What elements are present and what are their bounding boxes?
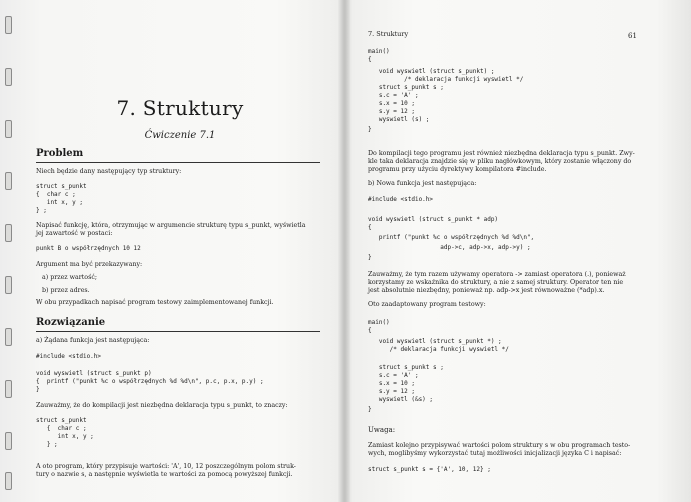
- solution-b: b) Nowa funkcja jest następująca:: [368, 180, 477, 187]
- function-code-line: }: [36, 386, 40, 393]
- problem-rule: [36, 162, 320, 163]
- exercise-title: Ćwiczenie 7.1: [144, 130, 216, 141]
- remark-line: wych, moglibyśmy wykorzystać tutaj możliwości inicjalizacji języka C i napisać:: [368, 450, 622, 457]
- page-number: 61: [628, 32, 637, 40]
- main-code-2-line: struct s_punkt s ;: [368, 364, 444, 371]
- function-b-line: {: [368, 224, 372, 231]
- adapted-intro: Oto zaadaptowany program testowy:: [368, 301, 486, 308]
- operator-note-line: korzystamy ze wskaźnika do struktury, a nie z samej struktury. Operator ten nie: [368, 279, 624, 286]
- main-code-2-line: }: [368, 406, 372, 413]
- right-page: [358, 26, 676, 496]
- struct-code-line: struct s_punkt: [36, 183, 87, 190]
- main-code-1-line: /* deklaracja funkcji wyswietl */: [368, 76, 524, 83]
- main-code-1-line: {: [368, 56, 372, 63]
- arg-option: a) przez wartość;: [42, 274, 97, 281]
- left-page: [30, 8, 330, 498]
- solution-a: a) Żądana funkcja jest następująca:: [36, 337, 150, 344]
- arg-option: b) przez adres.: [42, 287, 90, 294]
- main-code-2-line: wyswietl (&s) ;: [368, 396, 434, 403]
- problem-heading: Problem: [36, 148, 84, 159]
- function-b-line: printf ("punkt %c o współrzędnych %d %d\n",: [368, 234, 535, 241]
- function-b-line: adp->c, adp->x, adp->y) ;: [368, 244, 531, 251]
- remark-line: Zamiast kolejno przypisywać wartości polom struktury s w obu programach testo-: [368, 442, 631, 449]
- main-code-2-line: s.x = 10 ;: [368, 380, 415, 387]
- compile-note-line: Do kompilacji tego programu jest również niezbędna deklaracja typu s_punkt. Zwy-: [368, 150, 635, 157]
- closing-line: A oto program, który przypisuje wartości: 'A', 10, 12 poszczególnym polom struk-: [36, 463, 296, 470]
- include-line: #include <stdio.h>: [368, 196, 434, 203]
- struct-code-line: int x, y ;: [36, 199, 83, 206]
- output-example: punkt B o współrzędnych 10 12: [36, 245, 141, 252]
- main-code-1-line: }: [368, 126, 372, 133]
- note-line: Zauważmy, że do kompilacji jest niezbędna deklaracja typu s_punkt, to znaczy:: [36, 402, 288, 409]
- main-code-1-line: s.c = 'A' ;: [368, 92, 419, 99]
- struct-code-2-line: int x, y ;: [36, 433, 94, 440]
- task-line: Napisać funkcję, która, otrzymując w argumencie strukturę typu s_punkt, wyświetla: [36, 222, 306, 229]
- struct-code-line: { char c ;: [36, 191, 76, 198]
- binding-holes: [2, 10, 16, 490]
- main-code-2-line: s.y = 12 ;: [368, 388, 415, 395]
- closing-line: tury o nazwie s, a następnie wyświetla te wartości za pomocą powyższej funkcji.: [36, 471, 293, 478]
- struct-code-2-line: struct s_punkt: [36, 417, 87, 424]
- main-code-1-line: s.x = 10 ;: [368, 100, 415, 107]
- test-note: W obu przypadkach napisać program testowy zaimplementowanej funkcji.: [36, 299, 274, 306]
- main-code-2-line: main(): [368, 319, 390, 326]
- main-code-2-line: void wyswietl (struct s_punkt *) ;: [368, 338, 502, 345]
- task-line: jej zawartość w postaci:: [36, 230, 113, 237]
- operator-note-line: Zauważmy, że tym razem używamy operatora -> zamiast operatora (.), ponieważ: [368, 271, 626, 278]
- main-code-2-line: s.c = 'A' ;: [368, 372, 419, 379]
- function-b-line: }: [368, 254, 372, 261]
- arg-intro: Argument ma być przekazywany:: [36, 261, 143, 268]
- chapter-title: 7. Struktury: [116, 96, 244, 120]
- init-code: struct s_punkt s = {'A', 10, 12} ;: [368, 466, 491, 473]
- compile-note-line: programu przy użyciu dyrektywy kompilatora #include.: [368, 166, 547, 173]
- compile-note-line: kle taka deklaracja znajdzie się w pliku nagłówkowym, który zostanie włączony do: [368, 158, 632, 165]
- main-code-1-line: s.y = 12 ;: [368, 108, 415, 115]
- main-code-1-line: struct s_punkt s ;: [368, 84, 444, 91]
- main-code-2-line: /* deklaracja funkcji wyswietl */: [368, 346, 509, 353]
- remark-heading: Uwaga:: [368, 426, 396, 434]
- function-b-line: void wyswietl (struct s_punkt * adp): [368, 216, 499, 223]
- operator-note-line: jest absolutnie niezbędny, ponieważ np. adp->x jest równoważne (*adp).x.: [368, 287, 605, 294]
- solution-rule: [36, 331, 320, 332]
- page-gutter: [338, 0, 350, 502]
- main-code-1-line: wyswietl (s) ;: [368, 116, 430, 123]
- running-header: 7. Struktury: [368, 30, 409, 38]
- function-code-line: void wyswietl (struct s_punkt p): [36, 370, 152, 377]
- solution-heading: Rozwiązanie: [36, 317, 106, 328]
- main-code-1-line: void wyswietl (struct s_punkt) ;: [368, 68, 495, 75]
- main-code-1-line: main(): [368, 48, 390, 55]
- struct-code-line: } ;: [36, 207, 47, 214]
- function-code-line: { printf ("punkt %c o współrzędnych %d %d\n", p.c, p.x, p.y) ;: [36, 378, 264, 385]
- main-code-2-line: {: [368, 327, 372, 334]
- include-line: #include <stdio.h>: [36, 353, 102, 360]
- problem-intro: Niech będzie dany następujący typ struktury:: [36, 168, 182, 175]
- struct-code-2-line: { char c ;: [36, 425, 87, 432]
- struct-code-2-line: } ;: [36, 441, 58, 448]
